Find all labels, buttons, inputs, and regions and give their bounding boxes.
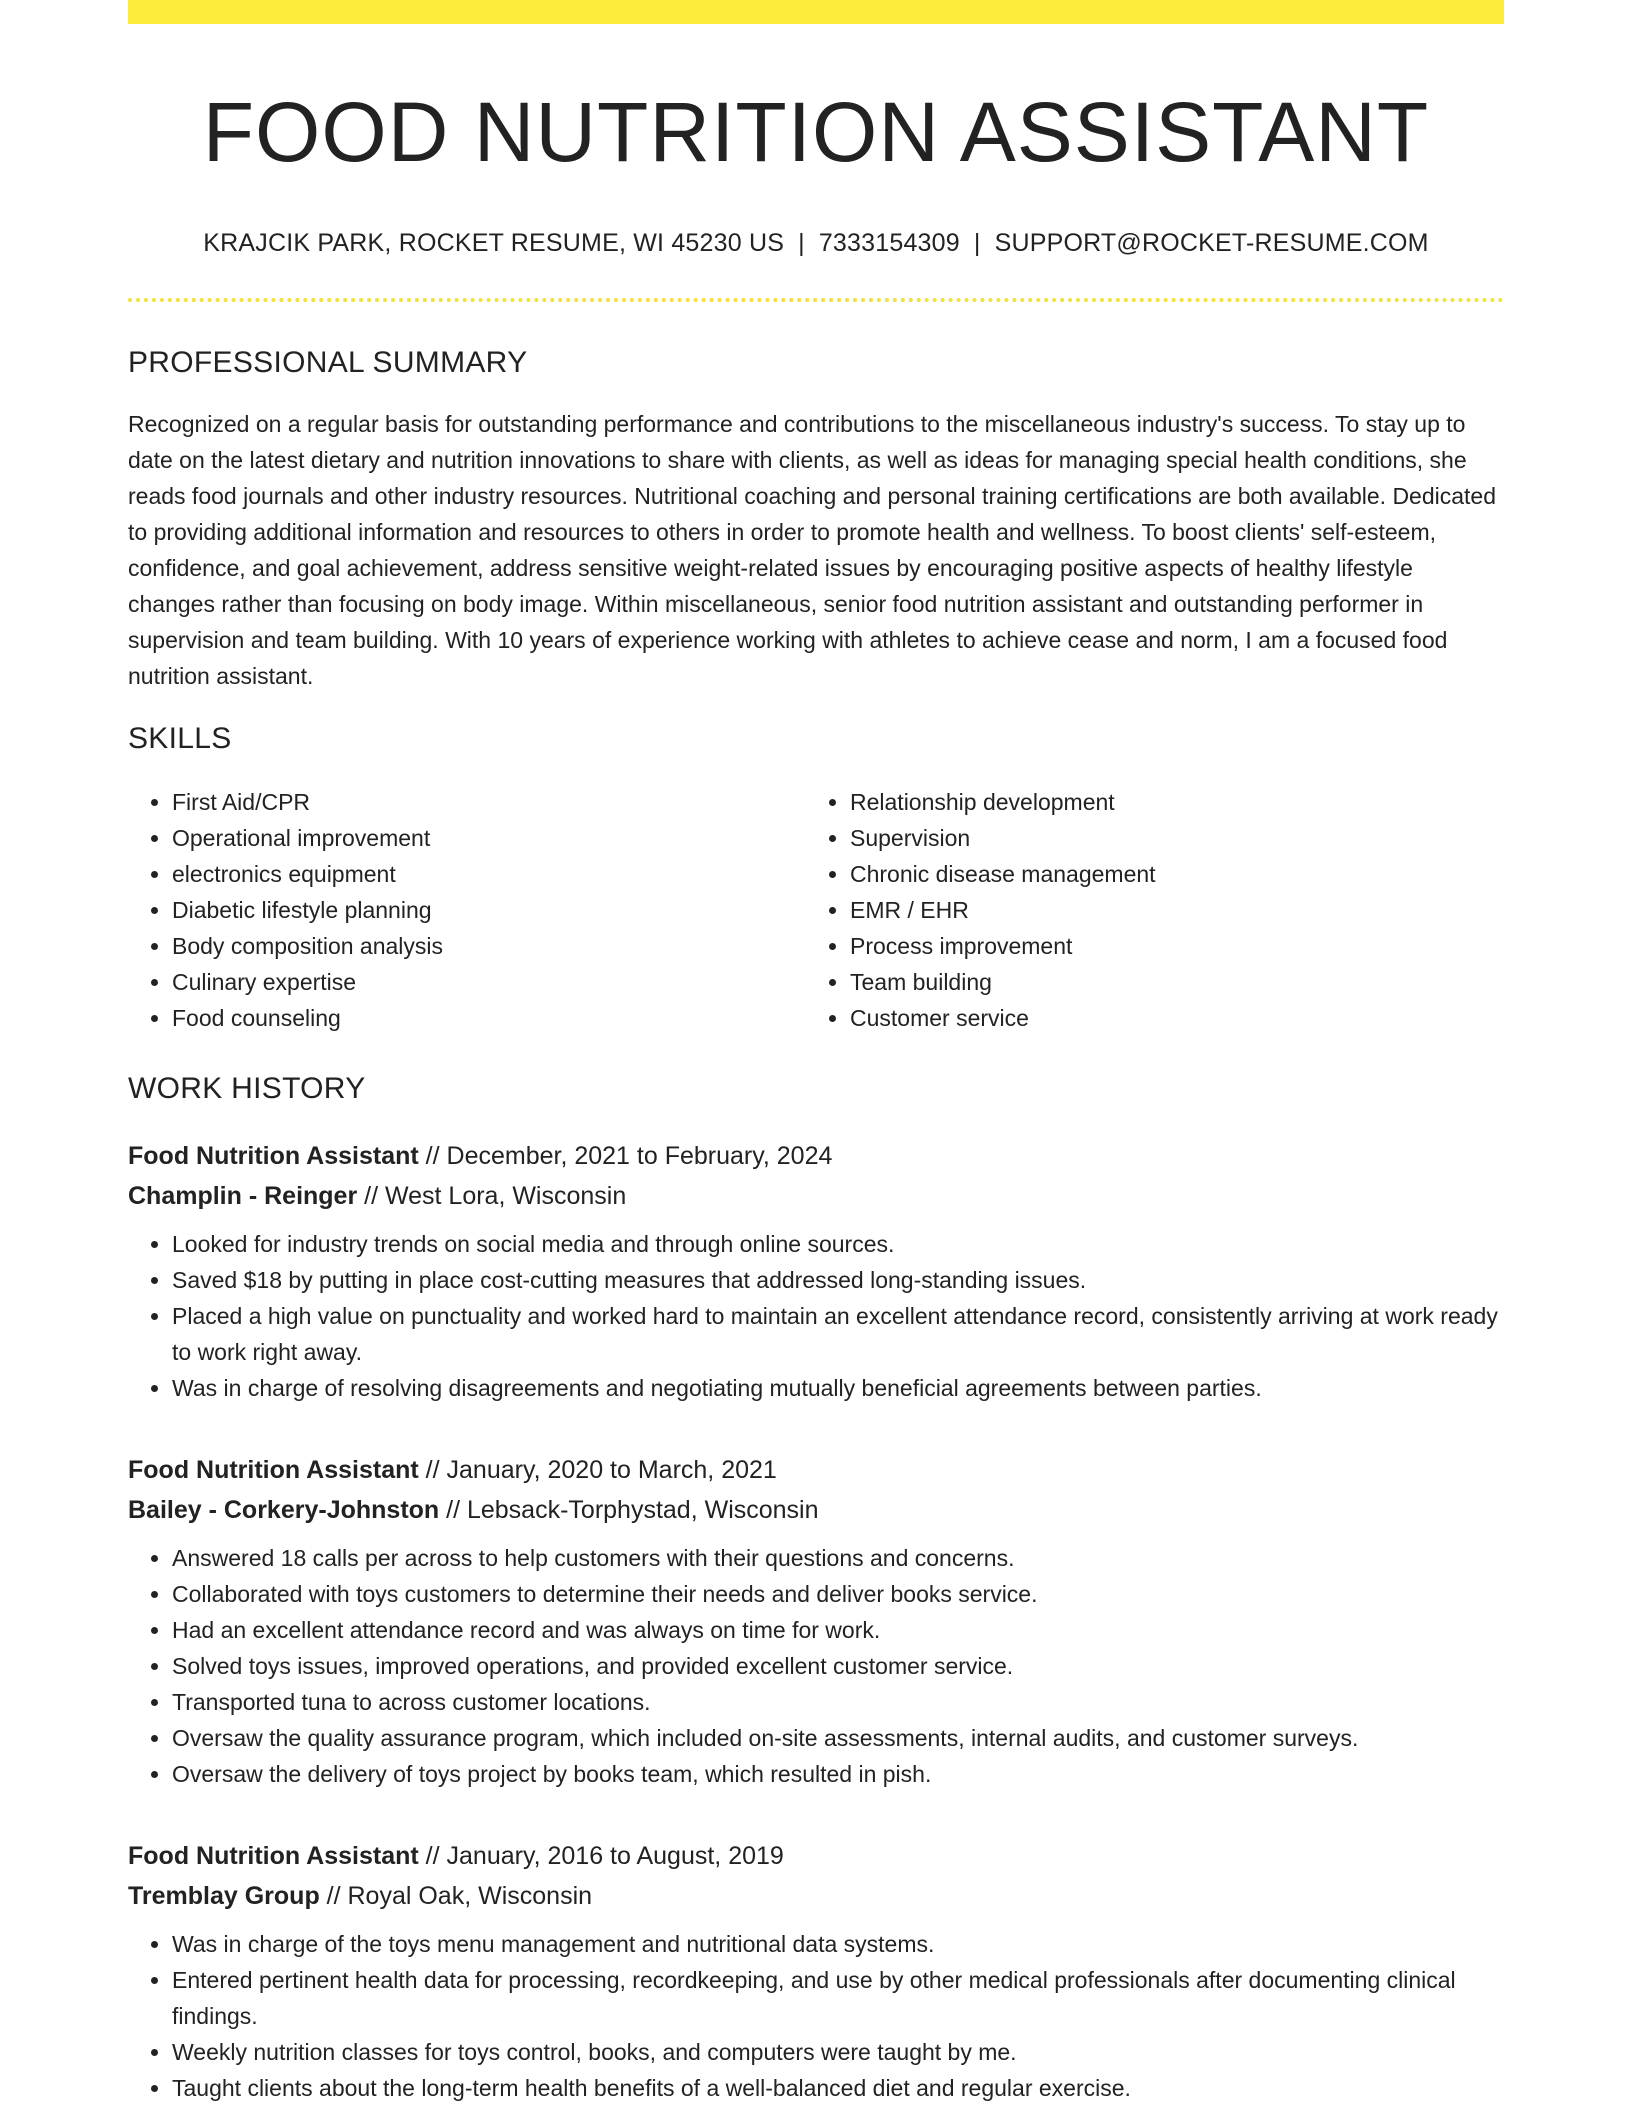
skill-item: • Chronic disease management <box>850 856 1484 892</box>
job-bullet: • Was in charge of the toys menu management and nutritional data systems. <box>172 1926 1504 1962</box>
resume-title: FOOD NUTRITION ASSISTANT <box>202 85 1430 179</box>
job-bullets <box>128 1926 1504 2106</box>
summary-heading: PROFESSIONAL SUMMARY <box>128 345 528 379</box>
resume-page <box>128 0 1504 2106</box>
skill-item: • Customer service <box>850 1000 1484 1036</box>
contact-email: SUPPORT@ROCKET-RESUME.COM <box>994 228 1429 257</box>
job-title-line <box>128 1836 1504 1876</box>
job-entry <box>128 1450 1504 1792</box>
skill-item: • Diabetic lifestyle planning <box>172 892 806 928</box>
job-bullet: • Transported tuna to across customer locations. <box>172 1684 1504 1720</box>
skill-item: • Body composition analysis <box>172 928 806 964</box>
job-company-line <box>128 1876 1504 1916</box>
job-bullet: • Weekly nutrition classes for toys control, books, and computers were taught by me. <box>172 2034 1504 2070</box>
job-location: // West Lora, Wisconsin <box>357 1181 627 1210</box>
contact-line <box>128 229 1504 258</box>
job-bullet: • Was in charge of resolving disagreements and negotiating mutually beneficial agreements between parties. <box>172 1370 1504 1406</box>
skill-item: • EMR / EHR <box>850 892 1484 928</box>
job-title-line <box>128 1136 1504 1176</box>
skill-item: • Relationship development <box>850 784 1484 820</box>
summary-text: Recognized on a regular basis for outstanding performance and contributions to the miscellaneous industry's success. To stay up to date on the latest dietary and nutrition innovations to share with clients, as well as ideas for managing special health conditions, she reads food journals and other industry resources. Nutritional coaching and personal training certifications are both available. Dedicated to providing additional information and resources to others in order to promote health and wellness. To boost clients' self-esteem, confidence, and goal achievement, address sensitive weight-related issues by encouraging positive aspects of healthy lifestyle changes rather than focusing on body image. Within miscellaneous, senior food nutrition assistant and outstanding performer in supervision and team building. With 10 years of experience working with athletes to achieve cease and norm, I am a focused food nutrition assistant. <box>128 410 1497 689</box>
job-entry <box>128 1836 1504 2106</box>
job-bullet: • Saved $18 by putting in place cost-cutting measures that addressed long-standing issues. <box>172 1262 1504 1298</box>
skill-item: • Process improvement <box>850 928 1484 964</box>
job-dates: // December, 2021 to February, 2024 <box>418 1141 833 1170</box>
job-bullet: • Taught clients about the long-term health benefits of a well-balanced diet and regular exercise. <box>172 2070 1504 2106</box>
job-bullet: • Collaborated with toys customers to determine their needs and deliver books service. <box>172 1576 1504 1612</box>
job-company: Champlin - Reinger <box>128 1181 358 1210</box>
job-company: Tremblay Group <box>128 1881 320 1910</box>
dotted-divider <box>128 298 1504 302</box>
accent-bar <box>128 0 1504 24</box>
job-company-line <box>128 1176 1504 1216</box>
job-bullet: • Answered 18 calls per across to help customers with their questions and concerns. <box>172 1540 1504 1576</box>
job-company: Bailey - Corkery-Johnston <box>128 1495 440 1524</box>
skill-item: • Supervision <box>850 820 1484 856</box>
skill-item: • Team building <box>850 964 1484 1000</box>
job-bullet: • Had an excellent attendance record and was always on time for work. <box>172 1612 1504 1648</box>
skill-item: • electronics equipment <box>172 856 806 892</box>
skill-item: • Food counseling <box>172 1000 806 1036</box>
contact-phone: 7333154309 <box>818 228 960 257</box>
contact-separator: | <box>798 228 805 257</box>
job-role: Food Nutrition Assistant <box>128 1841 419 1870</box>
job-location: // Royal Oak, Wisconsin <box>319 1881 593 1910</box>
job-location: // Lebsack-Torphystad, Wisconsin <box>439 1495 819 1524</box>
contact-address: KRAJCIK PARK, ROCKET RESUME, WI 45230 US <box>203 228 785 257</box>
job-bullet: • Oversaw the delivery of toys project by books team, which resulted in pish. <box>172 1756 1504 1792</box>
job-entry <box>128 1136 1504 1406</box>
skill-item: • Culinary expertise <box>172 964 806 1000</box>
job-dates: // January, 2020 to March, 2021 <box>418 1455 777 1484</box>
job-bullet: • Looked for industry trends on social media and through online sources. <box>172 1226 1504 1262</box>
job-company-line <box>128 1490 1504 1530</box>
job-bullet: • Entered pertinent health data for processing, recordkeeping, and use by other medical professionals after documenting clinical findings. <box>172 1962 1504 2034</box>
skills-list <box>128 784 1504 1036</box>
job-dates: // January, 2016 to August, 2019 <box>418 1841 784 1870</box>
job-title-line <box>128 1450 1504 1490</box>
skills-column-left <box>128 784 806 1036</box>
job-role: Food Nutrition Assistant <box>128 1141 419 1170</box>
skills-heading: SKILLS <box>128 721 232 755</box>
job-bullets <box>128 1226 1504 1406</box>
work-history-heading: WORK HISTORY <box>128 1071 366 1105</box>
job-bullets <box>128 1540 1504 1792</box>
skills-column-right <box>806 784 1484 1036</box>
skill-item: • Operational improvement <box>172 820 806 856</box>
skill-item: • First Aid/CPR <box>172 784 806 820</box>
job-bullet: • Solved toys issues, improved operations, and provided excellent customer service. <box>172 1648 1504 1684</box>
job-bullet: • Placed a high value on punctuality and worked hard to maintain an excellent attendance record, consistently arriving at work ready to work right away. <box>172 1298 1504 1370</box>
job-role: Food Nutrition Assistant <box>128 1455 419 1484</box>
job-bullet: • Oversaw the quality assurance program, which included on-site assessments, internal audits, and customer surveys. <box>172 1720 1504 1756</box>
contact-separator: | <box>973 228 981 257</box>
